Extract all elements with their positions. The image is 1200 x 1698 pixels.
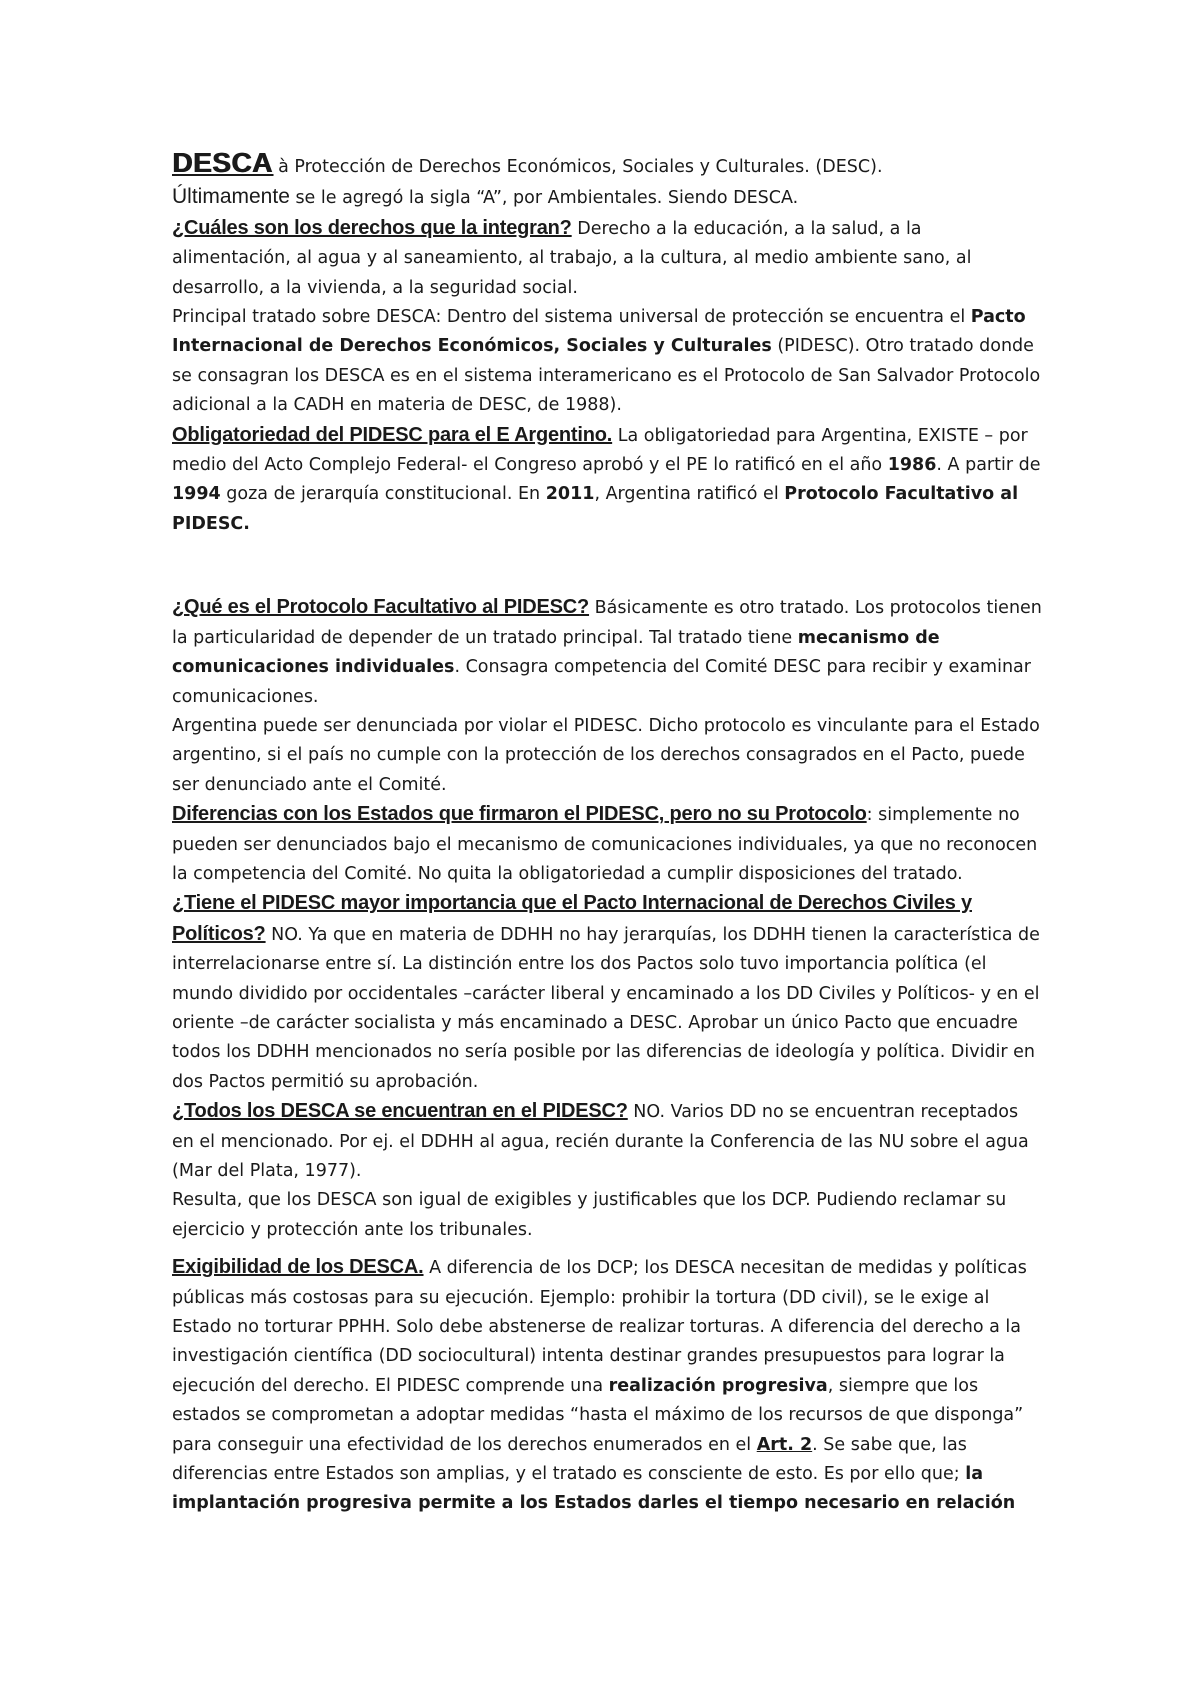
importancia-heading: ¿Tiene el PIDESC mayor importancia que el Pacto Internacional de Derechos Civiles y Políticos? <box>172 892 972 945</box>
oblig-text-4: , Argentina ratificó el <box>594 484 785 505</box>
oblig-text-2: . A partir de <box>936 455 1041 476</box>
derechos-text: Derecho a la educación, a la salud, a la alimentación, al agua y al saneamiento, al trabajo, a la cultura, al medio ambiente sano, al desarrollo, a la vivienda, a la seguridad social. <box>172 218 972 298</box>
exigibilidad-paragraph <box>172 1253 1042 1519</box>
obligatoriedad-paragraph <box>172 421 1042 540</box>
year-2011: 2011 <box>545 484 595 505</box>
derechos-heading: ¿Cuáles son los derechos que la integran? <box>172 216 572 239</box>
protocolo-paragraph <box>172 593 1042 712</box>
diferencias-heading: Diferencias con los Estados que firmaron el PIDESC, pero no su Protocolo <box>172 803 867 826</box>
protocolo-text-1: Básicamente es otro tratado. Los protocolos tienen la particularidad de depender de un tratado principal. Tal tratado tiene <box>172 598 1042 648</box>
intro-paragraph <box>172 148 1042 182</box>
intro-text: à Protección de Derechos Económicos, Sociales y Culturales. (DESC). <box>278 157 883 177</box>
todos-text: NO. Varios DD no se encuentran receptados en el mencionado. Por ej. el DDHH al agua, recién durante la Conferencia de las NU sobre el agua (Mar del Plata, 1977). <box>172 1102 1029 1181</box>
realizacion-progresiva-bold: realización progresiva <box>608 1375 828 1396</box>
diferencias-paragraph <box>172 800 1042 889</box>
protocolo-heading: ¿Qué es el Protocolo Facultativo al PIDESC? <box>172 596 590 619</box>
todos-paragraph <box>172 1097 1042 1186</box>
intro-line2 <box>172 182 1042 213</box>
diferencias-text: : simplemente no pueden ser denunciados bajo el mecanismo de comunicaciones individuales, ya que no reconocen la competencia del Comité. No quita la obligatoriedad a cumplir disposiciones del tratado. <box>172 805 1038 884</box>
year-1994: 1994 <box>172 484 221 505</box>
resulta-paragraph: Resulta, que los DESCA son igual de exigibles y justificables que los DCP. Pudiendo reclamar su ejercicio y protección ante los tribunales. <box>172 1190 1007 1240</box>
derechos-paragraph <box>172 214 1042 303</box>
exig-text-3: . Se sabe que, las diferencias entre Estados son amplias, y el tratado es consciente de esto. Es por ello que; <box>172 1434 967 1485</box>
obligatoriedad-heading: Obligatoriedad del PIDESC para el E Argentino. <box>172 423 613 446</box>
oblig-text-1: La obligatoriedad para Argentina, EXISTE – por medio del Acto Complejo Federal- el Congreso aprobó y el PE lo ratificó en el año <box>172 425 1028 476</box>
art-2-bold: Art. 2 <box>756 1434 813 1455</box>
ultimamente-word: Últimamente <box>172 185 290 209</box>
tratado-text-2: (PIDESC). Otro tratado donde se consagran los DESCA es en el sistema interamericano es el Protocolo de San Salvador Protocolo adicional a la CADH en materia de DESC, de 1988). <box>172 336 1041 416</box>
mecanismo-bold: mecanismo de comunicaciones individuales <box>172 627 940 678</box>
tratado-text-1: Principal tratado sobre DESCA: Dentro del sistema universal de protección se encuentra el <box>172 307 971 328</box>
protocolo-text-2: . Consagra competencia del Comité DESC para recibir y examinar comunicaciones. <box>172 657 1031 707</box>
todos-heading: ¿Todos los DESCA se encuentran en el PIDESC? <box>172 1100 628 1123</box>
pidesc-name: Pacto Internacional de Derechos Económicos, Sociales y Culturales <box>172 307 1026 357</box>
protocolo-facultativo-bold: Protocolo Facultativo al PIDESC. <box>172 484 1019 534</box>
desca-title: DESCA <box>172 147 273 178</box>
tratado-paragraph <box>172 303 1042 421</box>
exigibilidad-heading: Exigibilidad de los DESCA. <box>172 1256 424 1279</box>
implantacion-bold: la implantación progresiva permite a los Estados darles el tiempo necesario en relación <box>172 1464 1016 1514</box>
exig-text-2: , siempre que los estados se comprometan a adoptar medidas “hasta el máximo de los recursos de que disponga” para conseguir una efectividad de los derechos enumerados en el <box>172 1375 1024 1455</box>
year-1986: 1986 <box>887 455 937 476</box>
intro-line2-text: se le agregó la sigla “A”, por Ambientales. Siendo DESCA. <box>289 188 799 209</box>
oblig-text-3: goza de jerarquía constitucional. En <box>220 484 546 505</box>
denuncia-paragraph: Argentina puede ser denunciada por violar el PIDESC. Dicho protocolo es vinculante para el Estado argentino, si el país no cumple con la protección de los derechos consagrados en el Pacto, puede ser denunciado ante el Comité. <box>172 715 1040 795</box>
document-body <box>172 148 1042 1519</box>
importancia-text: NO. Ya que en materia de DDHH no hay jerarquías, los DDHH tienen la característica de interrelacionarse entre sí. La distinción entre los dos Pactos solo tuvo importancia política (el mundo dividido por occidentales –carácter liberal y encaminado a los DD Civiles y Políticos- y en el oriente –de carácter socialista y más encaminado a DESC. Aprobar un único Pacto que encuadre todos los DDHH mencionados no sería posible por las diferencias de ideología y política. Dividir en dos Pactos permitió su aprobación. <box>172 924 1040 1092</box>
importancia-paragraph <box>172 889 1042 1097</box>
exig-text-1: A diferencia de los DCP; los DESCA necesitan de medidas y políticas públicas más costosas para su ejecución. Ejemplo: prohibir la tortura (DD civil), se le exige al Estado no torturar PPHH. Solo debe abstenerse de realizar torturas. A diferencia del derecho a la investigación científica (DD sociocultural) intenta destinar grandes presupuestos para lograr la ejecución del derecho. El PIDESC comprende una <box>172 1258 1027 1396</box>
